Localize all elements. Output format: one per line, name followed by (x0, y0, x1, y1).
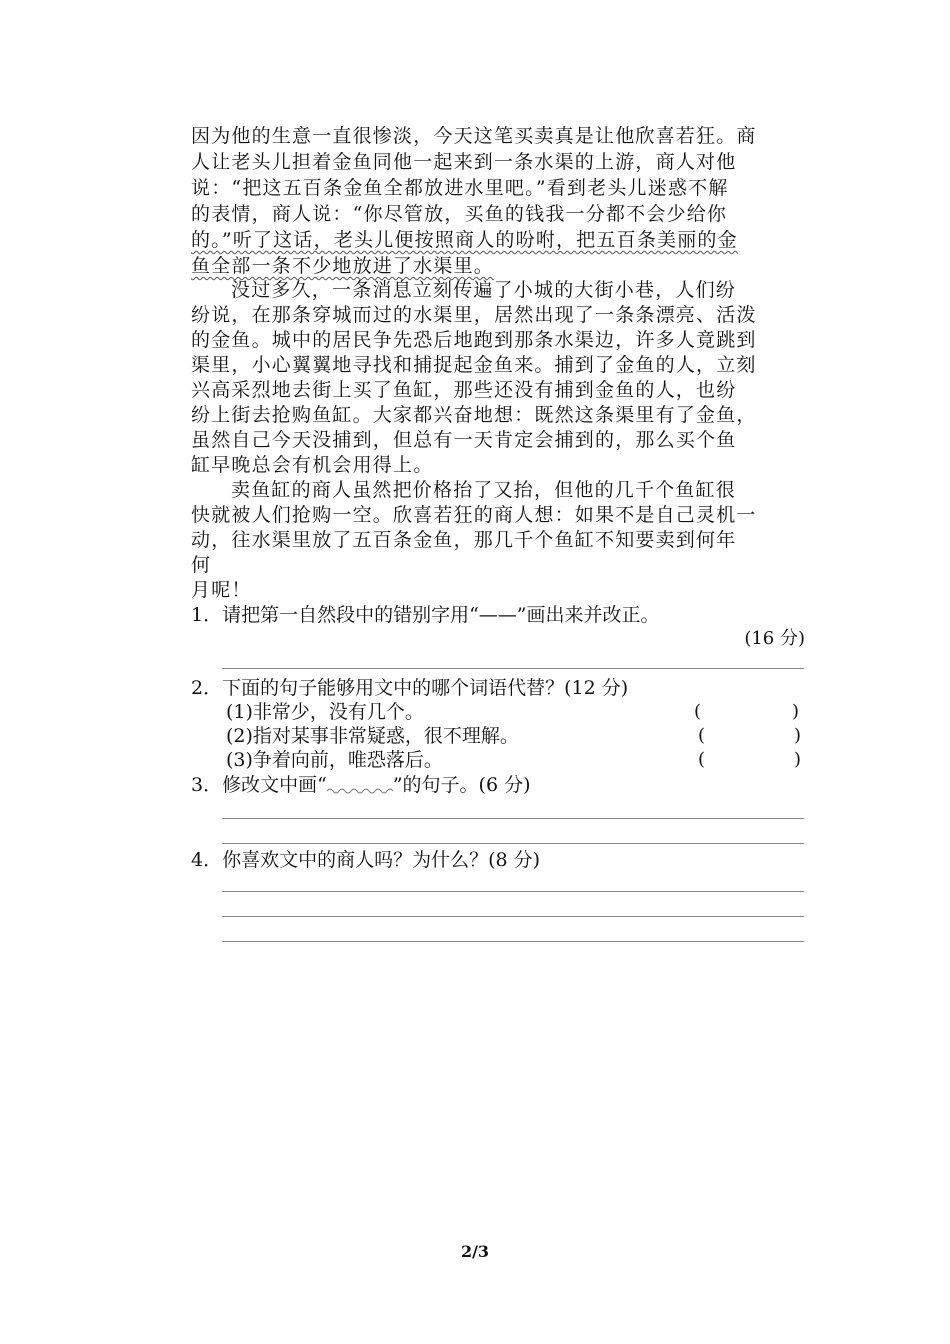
passage-line: 的表情，商人说：“你尽管放，买鱼的钱我一分都不会少给你 (191, 203, 728, 225)
answer-line[interactable] (222, 668, 804, 669)
question-2-item-3: (3)争着向前，唯恐落后。 (226, 749, 443, 771)
passage-line: 缸早晚总会有机会用得上。 (191, 454, 434, 476)
passage-line: 月呢！ (191, 579, 252, 601)
passage-line: 动，往水渠里放了五百条金鱼，那几千个鱼缸不知要卖到何年 (191, 529, 737, 551)
passage-line: 卖鱼缸的商人虽然把价格抬了又抬，但他的几千个鱼缸很 (231, 479, 737, 501)
wavy-line-sample (327, 781, 393, 791)
passage-line: 兴高采烈地去街上买了鱼缸，那些还没有捕到金鱼的人，也纷 (191, 379, 737, 401)
page-number: 2/3 (460, 1242, 490, 1261)
wavy-underlined-sentence: 的。”听了这话，老头儿便按照商人的吩咐，把五百条美丽的金 (191, 229, 738, 251)
paren-open: ( (694, 701, 702, 722)
paren-close: ) (794, 725, 802, 746)
passage-line-wavy (191, 228, 811, 252)
answer-line[interactable] (222, 818, 804, 819)
question-3-prefix: 3．修改文中画“ (191, 774, 327, 796)
passage-line: 的金鱼。城中的居民争先恐后地跑到那条水渠边，许多人竟跳到 (191, 329, 757, 351)
passage-line: 纷上街去抢购鱼缸。大家都兴奋地想：既然这条渠里有了金鱼， (191, 404, 757, 426)
question-2: 2．下面的句子能够用文中的哪个词语代替？(12 分) (191, 677, 629, 699)
passage-line: 快就被人们抢购一空。欣喜若狂的商人想：如果不是自己灵机一 (191, 504, 757, 526)
passage-line-wavy (191, 254, 811, 278)
paren-close: ) (794, 749, 802, 770)
question-1-score: (16 分) (744, 628, 805, 649)
paren-close: ) (792, 701, 800, 722)
question-3-suffix: ”的句子。(6 分) (392, 774, 531, 796)
question-2-item-1: (1)非常少，没有几个。 (226, 701, 424, 723)
passage-line: 人让老头儿担着金鱼同他一起来到一条水渠的上游，商人对他 (191, 151, 737, 173)
question-4: 4．你喜欢文中的商人吗？为什么？(8 分) (191, 849, 541, 871)
answer-line[interactable] (222, 916, 804, 917)
wavy-underlined-sentence: 鱼全部一条不少地放进了水渠里。 (191, 255, 495, 277)
passage-line: 纷说，在那条穿城而过的水渠里，居然出现了一条条漂亮、活泼 (191, 304, 757, 326)
paren-open: ( (698, 725, 706, 746)
answer-line[interactable] (222, 941, 804, 942)
passage-line: 虽然自己今天没捕到，但总有一天肯定会捕到的，那么买个鱼 (191, 429, 737, 451)
passage-line: 说：“把这五百条金鱼全都放进水里吧。”看到老头儿迷惑不解 (191, 177, 729, 199)
answer-line[interactable] (222, 843, 804, 844)
question-2-item-2: (2)指对某事非常疑惑，很不理解。 (226, 725, 519, 747)
passage-line: 何 (191, 554, 212, 576)
answer-line[interactable] (222, 891, 804, 892)
question-1: 1．请把第一自然段中的错别字用“——”画出来并改正。 (191, 604, 660, 626)
passage-line: 渠里，小心翼翼地寻找和捕捉起金鱼来。捕到了金鱼的人，立刻 (191, 354, 757, 376)
question-3 (191, 773, 806, 797)
passage-line: 没过多久，一条消息立刻传遍了小城的大街小巷，人们纷 (231, 279, 737, 301)
passage-line: 因为他的生意一直很惨淡，今天这笔买卖真是让他欣喜若狂。商 (191, 125, 757, 147)
paren-open: ( (698, 749, 706, 770)
